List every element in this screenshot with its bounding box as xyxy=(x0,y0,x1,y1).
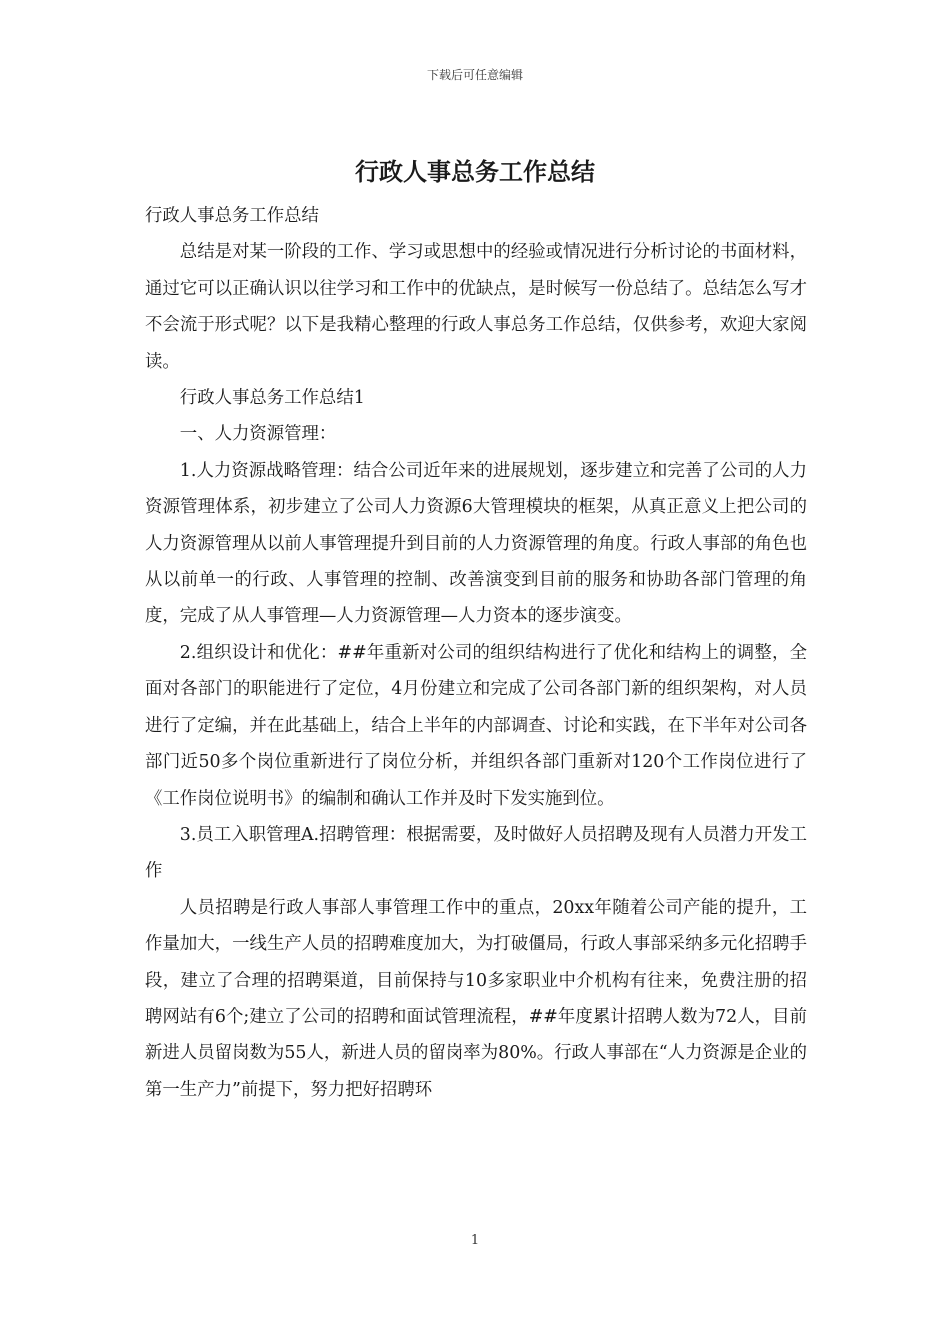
paragraph: 一、人力资源管理： xyxy=(179,424,337,445)
document-title: 行政人事总务工作总结 xyxy=(355,157,595,186)
paragraph: 总结是对某一阶段的工作、学习或思想中的经验或情况进行分析讨论的书面材料，通过它可以正确认识以往学习和工作中的优缺点，是时候写一份总结了。总结怎么写才不会流于形式呢？以下是我精心整理的行政人事总务工作总结，仅供参考，欢迎大家阅读。 xyxy=(145,242,807,372)
page-number: 1 xyxy=(470,1233,480,1248)
paragraph: 3.员工入职管理A.招聘管理：根据需要，及时做好人员招聘及现有人员潜力开发工作 xyxy=(145,824,807,882)
paragraph: 行政人事总务工作总结 xyxy=(145,206,319,226)
paragraph: 2.组织设计和优化：##年重新对公司的组织结构进行了优化和结构上的调整，全面对各部门的职能进行了定位，4月份建立和完成了公司各部门新的组织架构，对人员进行了定编，并在此基础上，结合上半年的内部调查、讨论和实践，在下半年对公司各部门近50多个岗位重新进行了岗位分析，并组织各部门重新对120个工作岗位进行了《工作岗位说明书》的编制和确认工作并及时下发实施到位。 xyxy=(145,642,807,809)
paragraph: 1.人力资源战略管理：结合公司近年来的进展规划，逐步建立和完善了公司的人力资源管理体系，初步建立了公司人力资源6大管理模块的框架，从真正意义上把公司的人力资源管理从以前人事管理提升到目前的人力资源管理的角度。行政人事部的角色也从以前单一的行政、人事管理的控制、改善演变到目前的服务和协助各部门管理的角度，完成了从人事管理—人力资源管理—人力资本的逐步演变。 xyxy=(145,460,807,627)
paragraph: 行政人事总务工作总结1 xyxy=(179,388,365,409)
paragraph: 人员招聘是行政人事部人事管理工作中的重点，20xx年随着公司产能的提升，工作量加大，一线生产人员的招聘难度加大，为打破僵局，行政人事部采纳多元化招聘手段，建立了合理的招聘渠道，目前保持与10多家职业中介机构有往来，免费注册的招聘网站有6个;建立了公司的招聘和面试管理流程，##年度累计招聘人数为72人，目前新进人员留岗数为55人，新进人员的留岗率为80%。行政人事部在“人力资源是企业的第一生产力”前提下，努力把好招聘环 xyxy=(145,897,807,1100)
header-note: 下载后可任意编辑 xyxy=(426,68,523,82)
document-body xyxy=(145,198,807,1108)
